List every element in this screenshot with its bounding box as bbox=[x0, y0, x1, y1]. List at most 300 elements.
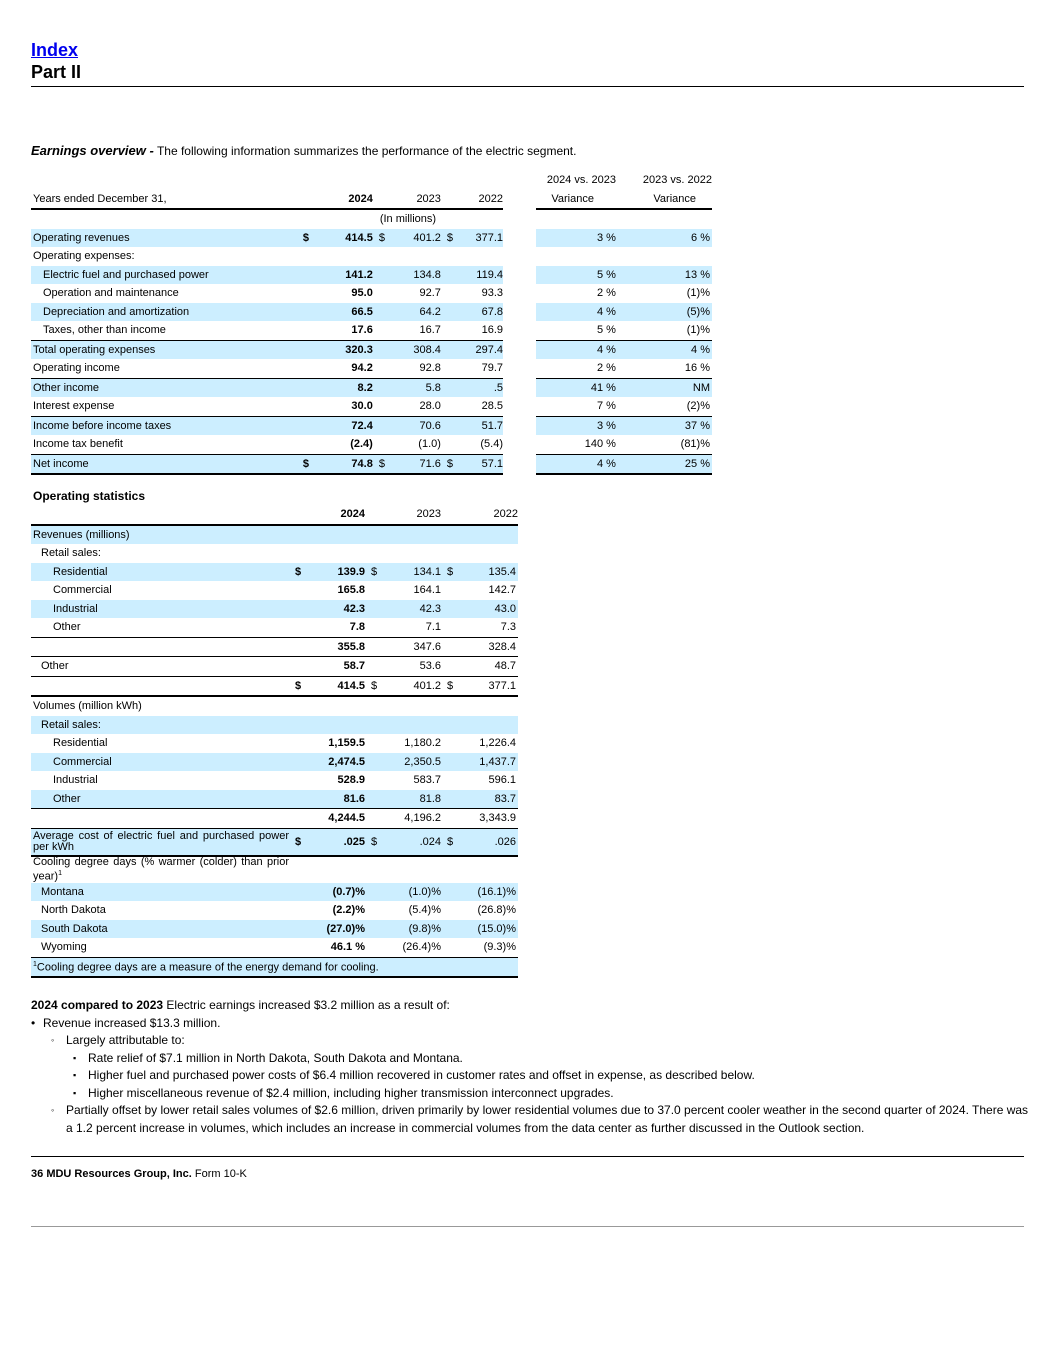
value-2022: 328.4 bbox=[455, 637, 518, 657]
dollar-sign bbox=[295, 525, 305, 545]
value-2024: 355.8 bbox=[305, 637, 365, 657]
stats-row bbox=[31, 696, 518, 716]
dollar-sign bbox=[365, 716, 379, 735]
stats-row bbox=[31, 618, 518, 637]
variance-1: 4 % bbox=[536, 340, 624, 359]
variance-2 bbox=[624, 247, 712, 266]
value-2022: 7.3 bbox=[500, 621, 516, 634]
value-2024: 141.2 bbox=[313, 266, 373, 285]
dollar-sign bbox=[441, 901, 455, 920]
dollar-sign bbox=[303, 435, 313, 454]
value-2022: .026 bbox=[455, 828, 518, 856]
form-name: Form 10-K bbox=[194, 1168, 247, 1180]
dollar-sign bbox=[373, 284, 385, 303]
value-2023: 347.6 bbox=[379, 637, 441, 657]
earnings-row bbox=[31, 321, 712, 340]
value-2022: (5.4) bbox=[480, 438, 504, 451]
overview-text: The following information summarizes the performance of the electric segment. bbox=[156, 144, 577, 158]
variance-2: (1)% bbox=[686, 287, 710, 300]
stats-row bbox=[31, 716, 518, 735]
company-name: MDU Resources Group, Inc. bbox=[46, 1168, 192, 1180]
value-2023: 5.8 bbox=[385, 378, 441, 397]
earnings-row bbox=[31, 284, 712, 303]
value-2024 bbox=[305, 696, 365, 716]
value-2022 bbox=[453, 247, 503, 266]
value-2022: 43.0 bbox=[455, 600, 518, 619]
variance-1: 2 % bbox=[596, 287, 616, 300]
value-2022: 3,343.9 bbox=[455, 809, 518, 829]
value-2023: 1,180.2 bbox=[404, 737, 441, 750]
value-2024 bbox=[313, 247, 373, 266]
dollar-sign bbox=[441, 378, 453, 397]
row-label-cell bbox=[31, 618, 295, 637]
dollar-sign bbox=[295, 544, 305, 563]
row-label-cell bbox=[31, 809, 295, 829]
dollar-sign bbox=[373, 266, 385, 285]
stats-row bbox=[31, 938, 518, 957]
variance-1: 41 % bbox=[536, 378, 624, 397]
value-2022: 596.1 bbox=[488, 774, 516, 787]
dollar-sign bbox=[295, 856, 305, 883]
narrative-heading: 2024 compared to 2023 bbox=[31, 998, 164, 1012]
dollar-sign: $ bbox=[365, 563, 379, 582]
dollar-sign bbox=[295, 716, 305, 735]
stats-row bbox=[31, 581, 518, 600]
dollar-sign bbox=[295, 637, 305, 657]
value-2023: 92.8 bbox=[419, 362, 441, 375]
variance-2: (81)% bbox=[680, 438, 710, 451]
value-2024 bbox=[305, 856, 365, 883]
stats-row bbox=[31, 901, 518, 920]
value-2022 bbox=[455, 716, 518, 735]
dollar-sign bbox=[441, 657, 455, 677]
row-label: Income before income taxes bbox=[31, 416, 303, 435]
value-2024: 74.8 bbox=[313, 454, 373, 474]
row-label-cell bbox=[31, 696, 295, 716]
dollar-sign bbox=[365, 771, 379, 790]
value-2023: 4,196.2 bbox=[379, 809, 441, 829]
earnings-row bbox=[31, 435, 712, 454]
dollar-sign bbox=[373, 340, 385, 359]
dollar-sign bbox=[365, 920, 379, 939]
narrative-bullet-1: Revenue increased $13.3 million. bbox=[43, 1015, 221, 1030]
row-label: Retail sales: bbox=[41, 718, 101, 731]
value-2023: 401.2 bbox=[385, 229, 441, 248]
row-label: Operating expenses: bbox=[33, 250, 135, 263]
dollar-sign bbox=[303, 284, 313, 303]
header-rule bbox=[31, 86, 1024, 87]
dollar-sign bbox=[365, 525, 379, 545]
dollar-sign bbox=[441, 247, 453, 266]
row-label-cell bbox=[31, 753, 295, 772]
value-2022: 28.5 bbox=[481, 400, 504, 413]
variance-2: 37 % bbox=[624, 416, 712, 435]
dollar-sign bbox=[295, 753, 305, 772]
value-2023: 164.1 bbox=[413, 584, 441, 597]
earnings-row bbox=[31, 378, 712, 397]
dollar-sign bbox=[365, 657, 379, 677]
stats-row bbox=[31, 753, 518, 772]
dollar-sign bbox=[365, 901, 379, 920]
dollar-sign bbox=[373, 378, 385, 397]
earnings-row bbox=[31, 454, 712, 474]
row-label: South Dakota bbox=[41, 922, 108, 935]
sub-bullet-icon: ◦ bbox=[51, 1105, 55, 1115]
earnings-row bbox=[31, 303, 712, 322]
earnings-header-2024: 2024 bbox=[313, 190, 373, 210]
footnote-marker: 1 bbox=[33, 961, 37, 969]
stats-row bbox=[31, 637, 518, 657]
stats-header-2024: 2024 bbox=[305, 505, 365, 525]
value-2024: .025 bbox=[305, 828, 365, 856]
row-label: Other bbox=[41, 660, 69, 673]
value-2023: 308.4 bbox=[385, 340, 441, 359]
row-label: Wyoming bbox=[41, 941, 87, 954]
row-label-cell bbox=[31, 637, 295, 657]
dollar-sign: $ bbox=[295, 676, 305, 696]
value-2023: 28.0 bbox=[419, 400, 441, 413]
variance-1: 140 % bbox=[584, 438, 616, 451]
page-number: 36 bbox=[31, 1168, 44, 1180]
earnings-header-2022: 2022 bbox=[453, 190, 503, 210]
variance-group-2: 2023 vs. 2022 bbox=[642, 174, 712, 187]
value-2023 bbox=[379, 696, 441, 716]
variance-1 bbox=[536, 247, 624, 266]
value-2022: 1,437.7 bbox=[455, 753, 518, 772]
dollar-sign: $ bbox=[295, 828, 305, 856]
value-2024: 528.9 bbox=[337, 774, 365, 787]
value-2024: 58.7 bbox=[305, 657, 365, 677]
value-2024: 320.3 bbox=[313, 340, 373, 359]
dollar-sign bbox=[373, 321, 385, 340]
value-2024: 2,474.5 bbox=[305, 753, 365, 772]
row-label-cell bbox=[31, 771, 295, 790]
value-2023: (5.4)% bbox=[408, 904, 441, 917]
value-2023: 2,350.5 bbox=[379, 753, 441, 772]
dollar-sign bbox=[441, 920, 455, 939]
narrative bbox=[31, 997, 1031, 1137]
value-2022: 67.8 bbox=[453, 303, 503, 322]
stats-title: Operating statistics bbox=[33, 489, 146, 503]
variance-1: 4 % bbox=[536, 303, 624, 322]
value-2022: 48.7 bbox=[455, 657, 518, 677]
dollar-sign bbox=[295, 618, 305, 637]
value-2024: 81.6 bbox=[305, 790, 365, 809]
row-label: Commercial bbox=[53, 584, 112, 597]
value-2023 bbox=[379, 716, 441, 735]
dollar-sign bbox=[441, 753, 455, 772]
value-2023: (1.0) bbox=[418, 438, 441, 451]
dollar-sign bbox=[295, 657, 305, 677]
dollar-sign bbox=[441, 771, 455, 790]
variance-1: 7 % bbox=[596, 400, 616, 413]
earnings-header-var1: Variance bbox=[536, 190, 624, 210]
value-2023: 71.6 bbox=[385, 454, 441, 474]
dollar-sign bbox=[295, 883, 305, 902]
dollar-sign bbox=[303, 416, 313, 435]
dollar-sign bbox=[365, 581, 379, 600]
stats-footnote bbox=[31, 957, 518, 977]
row-label: Commercial bbox=[53, 755, 112, 768]
stats-row bbox=[31, 883, 518, 902]
row-label-cell bbox=[31, 525, 295, 545]
dollar-sign: $ bbox=[295, 563, 305, 582]
row-label-cell bbox=[31, 828, 295, 856]
value-2023: 42.3 bbox=[379, 600, 441, 619]
part-heading: Part II bbox=[31, 62, 82, 82]
value-2024 bbox=[305, 525, 365, 545]
stats-table bbox=[31, 505, 518, 978]
row-label-cell bbox=[31, 563, 295, 582]
value-2023 bbox=[379, 544, 441, 563]
stats-row bbox=[31, 828, 518, 856]
value-2022: 377.1 bbox=[455, 676, 518, 696]
dollar-sign bbox=[373, 359, 385, 378]
variance-2: 6 % bbox=[624, 229, 712, 248]
variance-1: 5 % bbox=[596, 324, 616, 337]
row-label-cell bbox=[31, 920, 295, 939]
value-2023: 53.6 bbox=[379, 657, 441, 677]
value-2024: (2.4) bbox=[350, 438, 373, 451]
variance-1: 2 % bbox=[596, 362, 616, 375]
dollar-sign: $ bbox=[441, 828, 455, 856]
variance-2: 13 % bbox=[624, 266, 712, 285]
dollar-sign bbox=[441, 359, 453, 378]
variance-2: (2)% bbox=[686, 400, 710, 413]
dollar-sign bbox=[365, 753, 379, 772]
value-2023: 7.1 bbox=[425, 621, 441, 634]
value-2023: 92.7 bbox=[419, 287, 441, 300]
row-label-cell bbox=[31, 581, 295, 600]
value-2024: 414.5 bbox=[305, 676, 365, 696]
dollar-sign bbox=[365, 856, 379, 883]
earnings-row bbox=[31, 397, 712, 416]
earnings-row bbox=[31, 416, 712, 435]
dollar-sign bbox=[303, 378, 313, 397]
value-2022: 119.4 bbox=[453, 266, 503, 285]
units-label: (In millions) bbox=[379, 213, 437, 226]
dollar-sign bbox=[295, 696, 305, 716]
value-2022: 142.7 bbox=[488, 584, 516, 597]
value-2024 bbox=[305, 716, 365, 735]
dollar-sign bbox=[441, 525, 455, 545]
row-label-cell bbox=[31, 716, 295, 735]
earnings-header-2023: 2023 bbox=[385, 190, 441, 210]
value-2022: 1,226.4 bbox=[479, 737, 516, 750]
row-label: Depreciation and amortization bbox=[31, 303, 303, 322]
dollar-sign bbox=[295, 790, 305, 809]
value-2024: 17.6 bbox=[351, 324, 373, 337]
row-label: Industrial bbox=[53, 774, 98, 787]
row-label-cell bbox=[31, 544, 295, 563]
variance-1: 3 % bbox=[536, 416, 624, 435]
stats-row bbox=[31, 920, 518, 939]
narrative-bullet-1a2: Higher fuel and purchased power costs of $6.4 million recovered in customer rates and offset in expense, as described below. bbox=[88, 1068, 755, 1082]
dollar-sign: $ bbox=[441, 454, 453, 474]
variance-2: 16 % bbox=[684, 362, 710, 375]
value-2024: 72.4 bbox=[313, 416, 373, 435]
square-bullet-icon: ▪ bbox=[73, 1052, 77, 1063]
row-label: Electric fuel and purchased power bbox=[31, 266, 303, 285]
dollar-sign bbox=[441, 340, 453, 359]
stats-row bbox=[31, 676, 518, 696]
variance-1: 4 % bbox=[536, 454, 624, 474]
value-2023 bbox=[385, 247, 441, 266]
dollar-sign: $ bbox=[441, 563, 455, 582]
row-label: Income tax benefit bbox=[33, 438, 123, 451]
value-2024: 165.8 bbox=[337, 584, 365, 597]
dollar-sign bbox=[365, 637, 379, 657]
variance-2: 4 % bbox=[624, 340, 712, 359]
row-label: North Dakota bbox=[41, 904, 106, 917]
value-2022: 79.7 bbox=[481, 362, 504, 375]
narrative-bullet-1a: Largely attributable to: bbox=[66, 1033, 185, 1047]
variance-2: (5)% bbox=[624, 303, 712, 322]
row-label: Average cost of electric fuel and purchased power per kWh bbox=[33, 829, 289, 853]
row-label-cell bbox=[31, 938, 295, 957]
dollar-sign bbox=[441, 696, 455, 716]
value-2022: 297.4 bbox=[453, 340, 503, 359]
dollar-sign bbox=[441, 734, 455, 753]
earnings-row bbox=[31, 247, 712, 266]
square-bullet-icon: ▪ bbox=[73, 1070, 77, 1080]
dollar-sign bbox=[365, 809, 379, 829]
dollar-sign bbox=[295, 901, 305, 920]
narrative-bullet-1a1: Rate relief of $7.1 million in North Dakota, South Dakota and Montana. bbox=[88, 1050, 463, 1065]
dollar-sign bbox=[303, 321, 313, 340]
row-label-cell bbox=[31, 901, 295, 920]
dollar-sign bbox=[373, 416, 385, 435]
dollar-sign bbox=[295, 581, 305, 600]
value-2022 bbox=[455, 525, 518, 545]
earnings-overview bbox=[31, 143, 576, 158]
dollar-sign bbox=[303, 247, 313, 266]
footer-rule bbox=[31, 1156, 1024, 1157]
dollar-sign bbox=[295, 771, 305, 790]
row-label: Operating revenues bbox=[31, 229, 303, 248]
row-label: Operating income bbox=[33, 362, 120, 375]
value-2023: 81.8 bbox=[379, 790, 441, 809]
earnings-row bbox=[31, 266, 712, 285]
narrative-intro: Electric earnings increased $3.2 million as a result of: bbox=[166, 998, 450, 1012]
value-2024: (2.2)% bbox=[332, 904, 365, 917]
value-2024: (27.0)% bbox=[305, 920, 365, 939]
row-label: Retail sales: bbox=[41, 547, 101, 560]
row-label: Operation and maintenance bbox=[43, 287, 179, 300]
dollar-sign bbox=[441, 618, 455, 637]
value-2023: .024 bbox=[379, 828, 441, 856]
dollar-sign: $ bbox=[303, 229, 313, 248]
index-link[interactable]: Index bbox=[31, 40, 79, 60]
dollar-sign bbox=[303, 340, 313, 359]
value-2023: 134.8 bbox=[385, 266, 441, 285]
value-2024: 30.0 bbox=[351, 400, 373, 413]
dollar-sign bbox=[441, 416, 453, 435]
value-2022: (26.8)% bbox=[477, 904, 516, 917]
page-footer bbox=[31, 1168, 247, 1180]
row-label: Taxes, other than income bbox=[43, 324, 166, 337]
row-label-cell bbox=[31, 856, 295, 883]
dollar-sign bbox=[441, 790, 455, 809]
dollar-sign: $ bbox=[365, 676, 379, 696]
stats-header-2022: 2022 bbox=[455, 505, 518, 525]
dollar-sign bbox=[441, 284, 453, 303]
dollar-sign bbox=[441, 883, 455, 902]
variance-1: 5 % bbox=[536, 266, 624, 285]
dollar-sign: $ bbox=[373, 229, 385, 248]
dollar-sign bbox=[303, 359, 313, 378]
value-2024: 7.8 bbox=[349, 621, 365, 634]
stats-row bbox=[31, 856, 518, 883]
row-label-cell bbox=[31, 883, 295, 902]
row-label: Cooling degree days (% warmer (colder) than prior year) bbox=[33, 855, 289, 883]
dollar-sign: $ bbox=[365, 828, 379, 856]
stats-footnote-text: Cooling degree days are a measure of the energy demand for cooling. bbox=[36, 961, 379, 974]
dollar-sign bbox=[441, 581, 455, 600]
row-label-cell bbox=[31, 676, 295, 696]
value-2024: 94.2 bbox=[351, 362, 373, 375]
value-2022: 135.4 bbox=[455, 563, 518, 582]
row-label: Net income bbox=[31, 454, 303, 474]
value-2024: 1,159.5 bbox=[328, 737, 365, 750]
earnings-row bbox=[31, 359, 712, 378]
stats-header-2023: 2023 bbox=[379, 505, 441, 525]
earnings-row bbox=[31, 340, 712, 359]
dollar-sign bbox=[373, 303, 385, 322]
dollar-sign bbox=[295, 600, 305, 619]
dollar-sign bbox=[365, 544, 379, 563]
dollar-sign bbox=[373, 397, 385, 416]
dollar-sign bbox=[441, 716, 455, 735]
value-2023: 134.1 bbox=[379, 563, 441, 582]
dollar-sign bbox=[303, 397, 313, 416]
dollar-sign bbox=[441, 435, 453, 454]
value-2024: 4,244.5 bbox=[305, 809, 365, 829]
value-2024: 66.5 bbox=[313, 303, 373, 322]
dollar-sign bbox=[303, 266, 313, 285]
row-label-cell bbox=[31, 790, 295, 809]
value-2022: 57.1 bbox=[453, 454, 503, 474]
variance-2: (1)% bbox=[686, 324, 710, 337]
value-2024: 95.0 bbox=[351, 287, 373, 300]
dollar-sign: $ bbox=[303, 454, 313, 474]
row-label: Volumes (million kWh) bbox=[33, 700, 142, 713]
row-label: Other bbox=[53, 621, 81, 634]
dollar-sign bbox=[441, 600, 455, 619]
row-label: Residential bbox=[53, 565, 108, 578]
value-2023: 70.6 bbox=[385, 416, 441, 435]
stats-row bbox=[31, 544, 518, 563]
stats-row bbox=[31, 734, 518, 753]
narrative-bullet-1a3: Higher miscellaneous revenue of $2.4 million, including higher transmission interconnect upgrades. bbox=[88, 1085, 614, 1100]
value-2022: .5 bbox=[453, 378, 503, 397]
overview-title: Earnings overview - bbox=[31, 143, 154, 158]
row-label: Revenues (millions) bbox=[33, 528, 130, 541]
value-2023: 16.7 bbox=[419, 324, 441, 337]
value-2022: (16.1)% bbox=[455, 883, 518, 902]
sub-bullet-icon: ◦ bbox=[51, 1035, 55, 1045]
dollar-sign bbox=[441, 637, 455, 657]
value-2024 bbox=[305, 544, 365, 563]
value-2023: 64.2 bbox=[385, 303, 441, 322]
value-2022: (15.0)% bbox=[455, 920, 518, 939]
dollar-sign: $ bbox=[441, 229, 453, 248]
value-2022 bbox=[455, 696, 518, 716]
dollar-sign bbox=[441, 809, 455, 829]
row-label: Other bbox=[53, 792, 81, 805]
value-2024: 139.9 bbox=[305, 563, 365, 582]
value-2022: 51.7 bbox=[453, 416, 503, 435]
